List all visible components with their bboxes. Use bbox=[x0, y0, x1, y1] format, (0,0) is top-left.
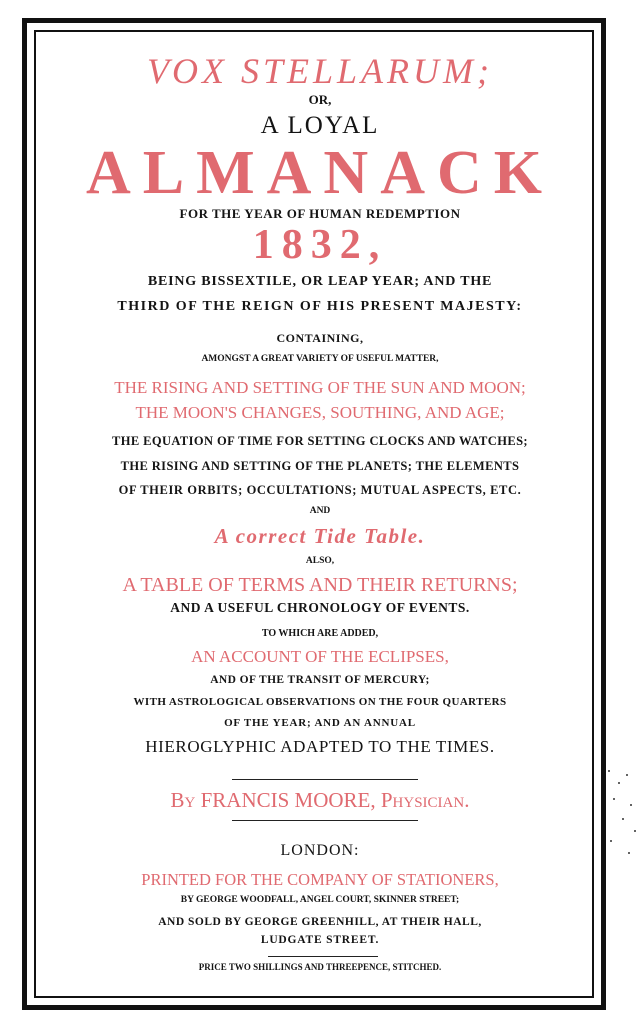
astrological-line: WITH ASTROLOGICAL OBSERVATIONS ON THE FOUR QUARTERS bbox=[133, 696, 507, 708]
of-the-year-line: OF THE YEAR; AND AN ANNUAL bbox=[224, 717, 416, 729]
and-line: AND bbox=[309, 506, 331, 516]
containing-line: CONTAINING, bbox=[276, 331, 364, 345]
rising-setting-sun-line: THE RISING AND SETTING OF THE SUN AND MOON; bbox=[114, 378, 526, 397]
a-loyal-line: A LOYAL bbox=[260, 112, 380, 139]
chronology-line: AND A USEFUL CHRONOLOGY OF EVENTS. bbox=[170, 600, 470, 615]
for-the-year-line: FOR THE YEAR OF HUMAN REDEMPTION bbox=[179, 206, 461, 221]
also-line: ALSO, bbox=[305, 556, 335, 566]
price-line: PRICE TWO SHILLINGS AND THREEPENCE, STITCHED. bbox=[198, 962, 442, 972]
london-line: LONDON: bbox=[280, 842, 360, 859]
transit-line: AND OF THE TRANSIT OF MERCURY; bbox=[210, 674, 430, 686]
eclipses-line: AN ACCOUNT OF THE ECLIPSES, bbox=[191, 647, 449, 666]
bissextile-line: BEING BISSEXTILE, OR LEAP YEAR; AND THE bbox=[147, 274, 493, 289]
rule-above-author bbox=[232, 779, 418, 780]
margin-specks bbox=[604, 760, 640, 870]
almanack-heading: ALMANACK bbox=[86, 139, 554, 207]
orbits-line: OF THEIR ORBITS; OCCULTATIONS; MUTUAL ASPECTS, ETC. bbox=[118, 483, 522, 497]
author-line: By FRANCIS MOORE, Physician. bbox=[170, 788, 470, 812]
title-vox-stellarum: VOX STELLARUM; bbox=[147, 51, 493, 91]
printed-for-line: PRINTED FOR THE COMPANY OF STATIONERS, bbox=[141, 870, 499, 889]
to-which-line: TO WHICH ARE ADDED, bbox=[261, 628, 379, 639]
tide-table-line: A correct Tide Table. bbox=[214, 524, 426, 548]
year-heading: 1832, bbox=[252, 222, 388, 268]
hieroglyphic-line: HIEROGLYPHIC ADAPTED TO THE TIMES. bbox=[145, 737, 495, 756]
rule-below-author bbox=[232, 820, 418, 821]
equation-of-time-line: THE EQUATION OF TIME FOR SETTING CLOCKS AND WATCHES; bbox=[111, 434, 528, 448]
reign-line: THIRD OF THE REIGN OF HIS PRESENT MAJESTY: bbox=[117, 299, 523, 314]
rule-above-price bbox=[268, 956, 378, 957]
sold-by-line: AND SOLD BY GEORGE GREENHILL, AT THEIR HALL, bbox=[158, 916, 482, 928]
rising-planets-line: THE RISING AND SETTING OF THE PLANETS; THE ELEMENTS bbox=[120, 459, 520, 473]
ludgate-line: LUDGATE STREET. bbox=[260, 934, 380, 946]
table-of-terms-line: A TABLE OF TERMS AND THEIR RETURNS; bbox=[122, 574, 518, 596]
moons-changes-line: THE MOON'S CHANGES, SOUTHING, AND AGE; bbox=[135, 403, 505, 422]
woodfall-line: BY GEORGE WOODFALL, ANGEL COURT, SKINNER STREET; bbox=[180, 895, 460, 905]
or-line: OR, bbox=[308, 92, 332, 107]
amongst-line: AMONGST A GREAT VARIETY OF USEFUL MATTER, bbox=[201, 354, 439, 364]
